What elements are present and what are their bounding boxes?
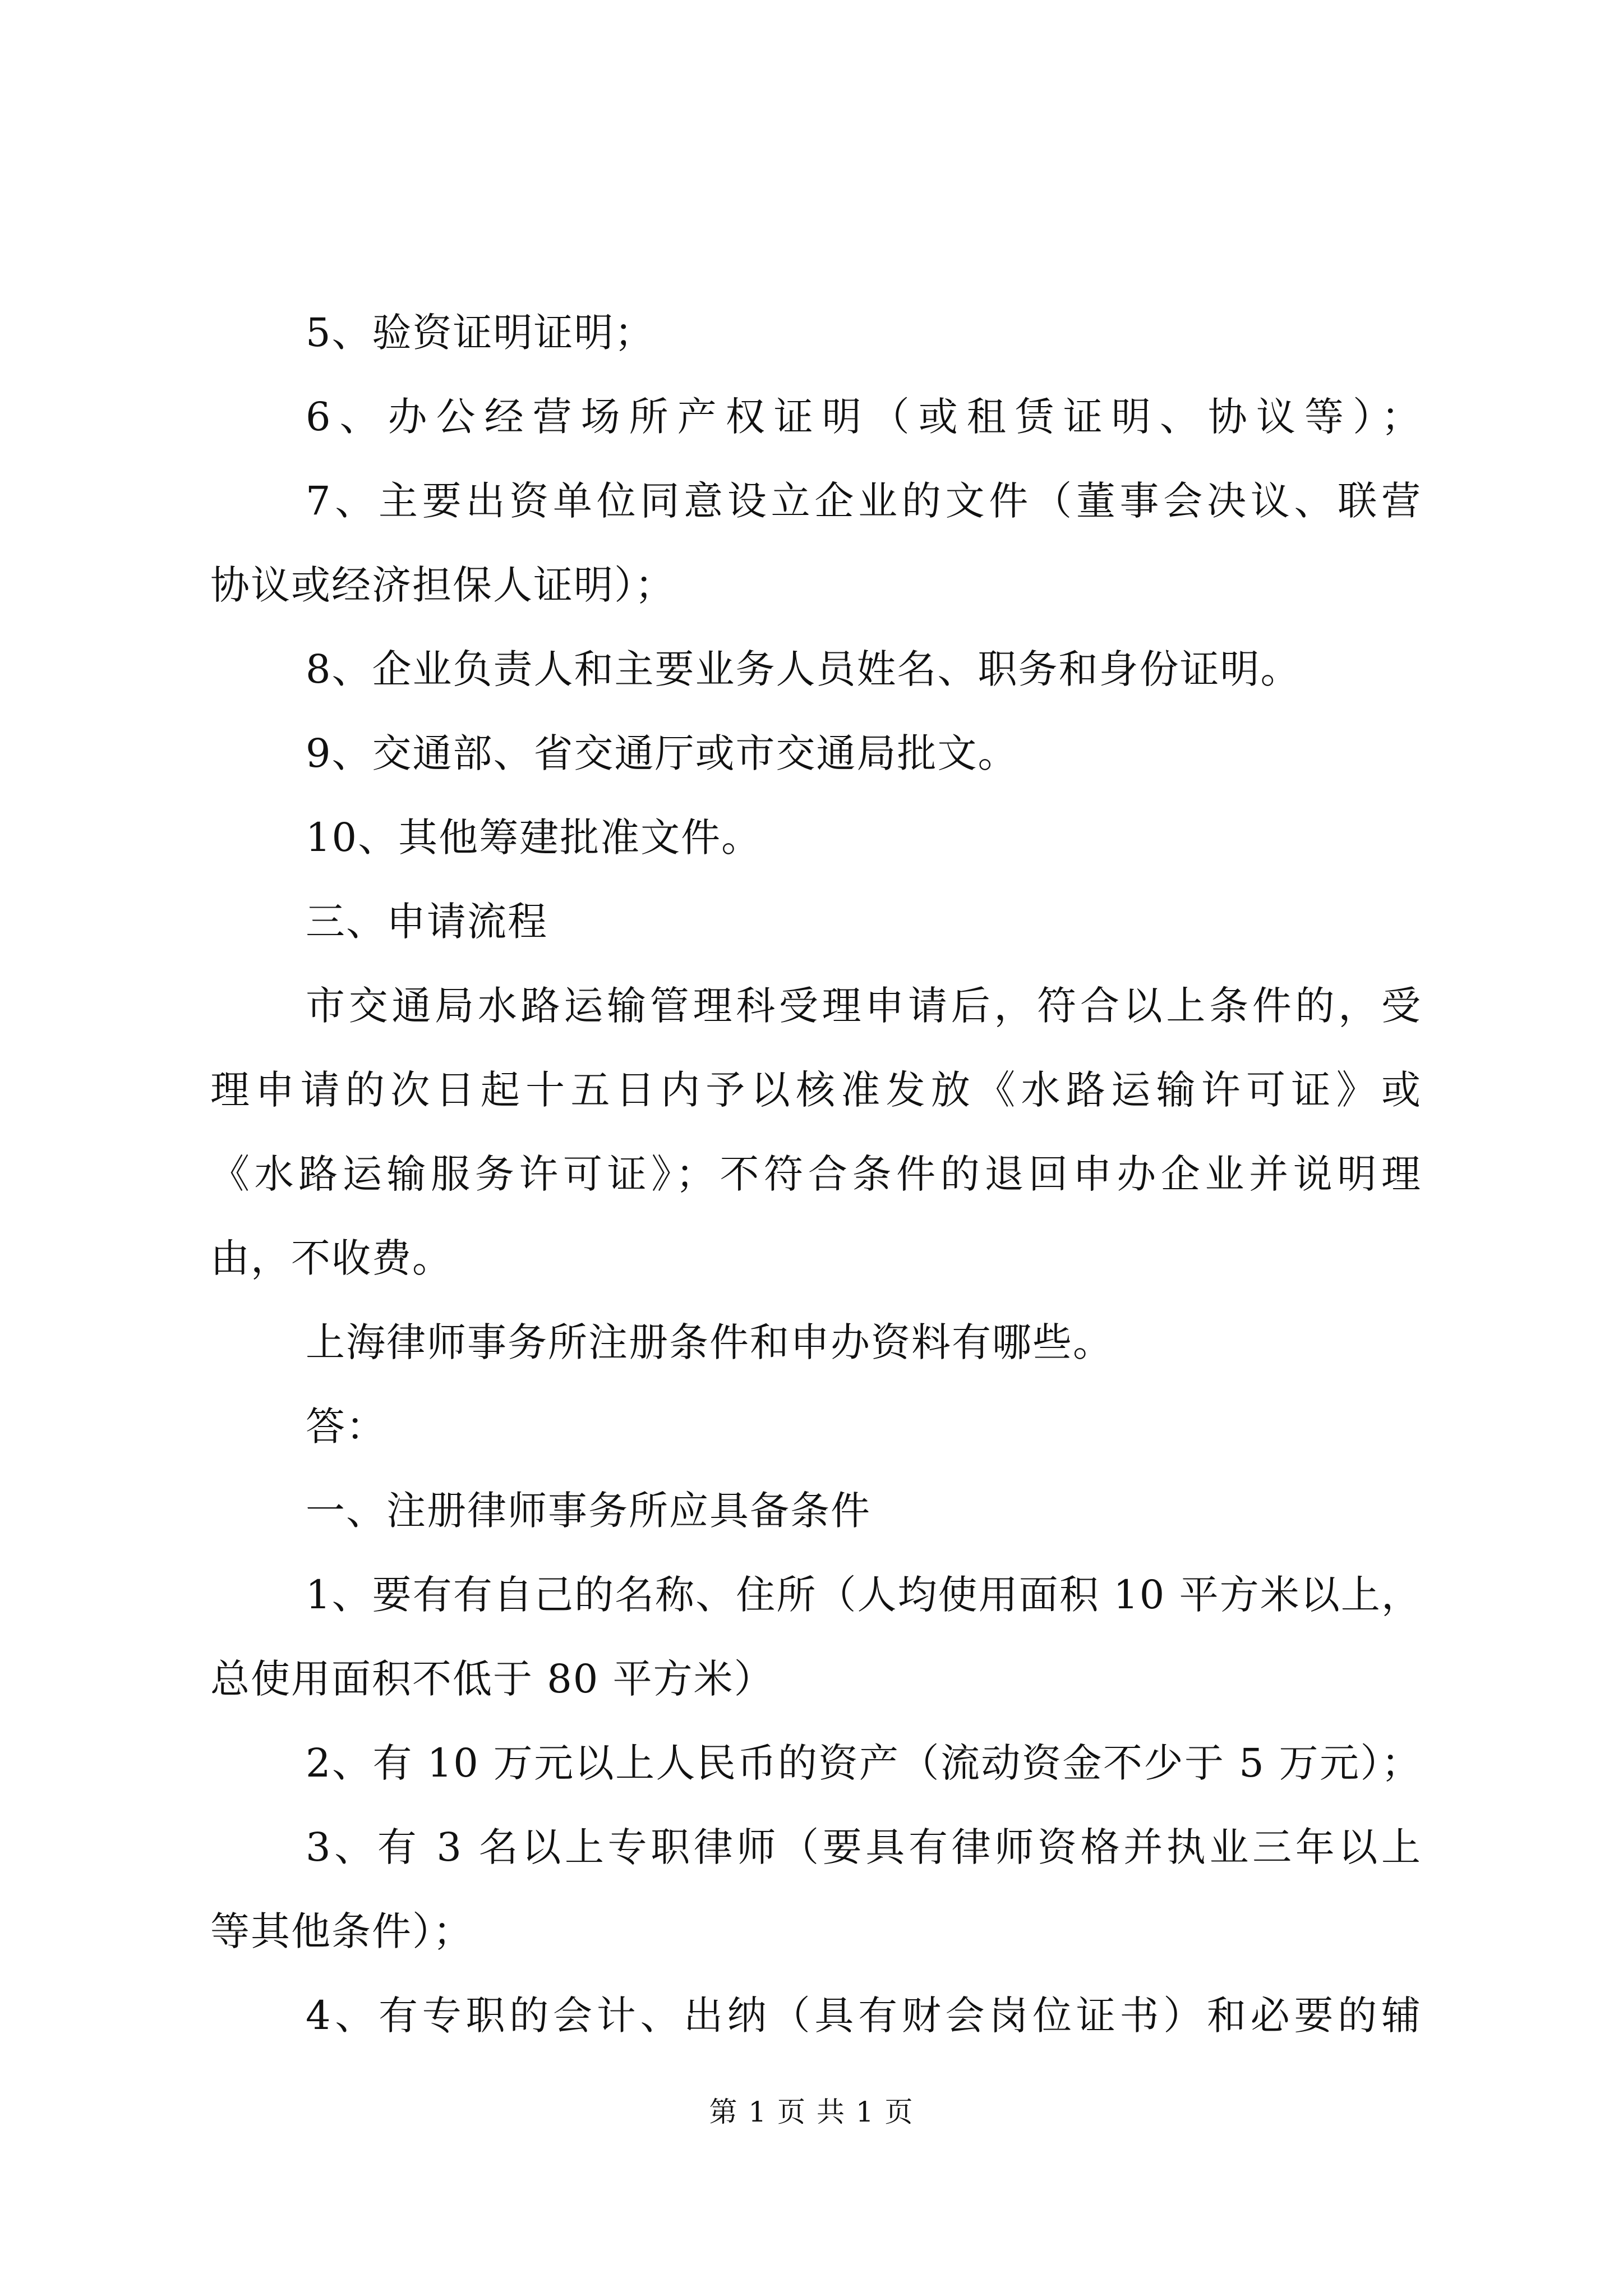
paragraph-line-2: 6、办公经营场所产权证明（或租赁证明、协议等）； <box>306 394 1422 440</box>
answer-label: 答： <box>306 1404 386 1450</box>
paragraph-line-11: 《水路运输服务许可证》；不符合条件的退回申办企业并说明理 <box>210 1151 1422 1197</box>
paragraph-line-4: 协议或经济担保人证明）； <box>210 562 675 608</box>
paragraph-line-9: 市交通局水路运输管理科受理申请后，符合以上条件的，受 <box>306 983 1422 1029</box>
paragraph-line-7: 10、其他筹建批准文件。 <box>306 815 762 861</box>
paragraph-line-3: 7、主要出资单位同意设立企业的文件（董事会决议、联营 <box>306 478 1422 524</box>
paragraph-line-19: 3、有 3 名以上专职律师（要具有律师资格并执业三年以上 <box>306 1824 1422 1870</box>
paragraph-line-21: 4、有专职的会计、出纳（具有财会岗位证书）和必要的辅 <box>306 1993 1422 2039</box>
section-heading-process: 三、申请流程 <box>306 899 548 945</box>
paragraph-line-5: 8、企业负责人和主要业务人员姓名、职务和身份证明。 <box>306 646 1301 692</box>
paragraph-line-12: 由，不收费。 <box>210 1235 453 1281</box>
paragraph-line-10: 理申请的次日起十五日内予以核准发放《水路运输许可证》或 <box>210 1067 1422 1113</box>
paragraph-line-1: 5、验资证明证明； <box>306 310 655 356</box>
paragraph-line-6: 9、交通部、省交通厅或市交通局批文。 <box>306 730 1018 776</box>
section-heading-conditions: 一、注册律师事务所应具备条件 <box>306 1488 871 1534</box>
question-line: 上海律师事务所注册条件和申办资料有哪些。 <box>306 1319 1113 1365</box>
page-footer: 第 1 页 共 1 页 <box>709 2096 914 2128</box>
paragraph-line-16: 1、要有有自己的名称、住所（人均使用面积 10 平方米以上， <box>306 1572 1422 1618</box>
paragraph-line-18: 2、有 10 万元以上人民币的资产（流动资金不少于 5 万元）； <box>306 1740 1422 1786</box>
paragraph-line-17: 总使用面积不低于 80 平方米） <box>210 1656 774 1702</box>
paragraph-line-20: 等其他条件）； <box>210 1908 473 1954</box>
